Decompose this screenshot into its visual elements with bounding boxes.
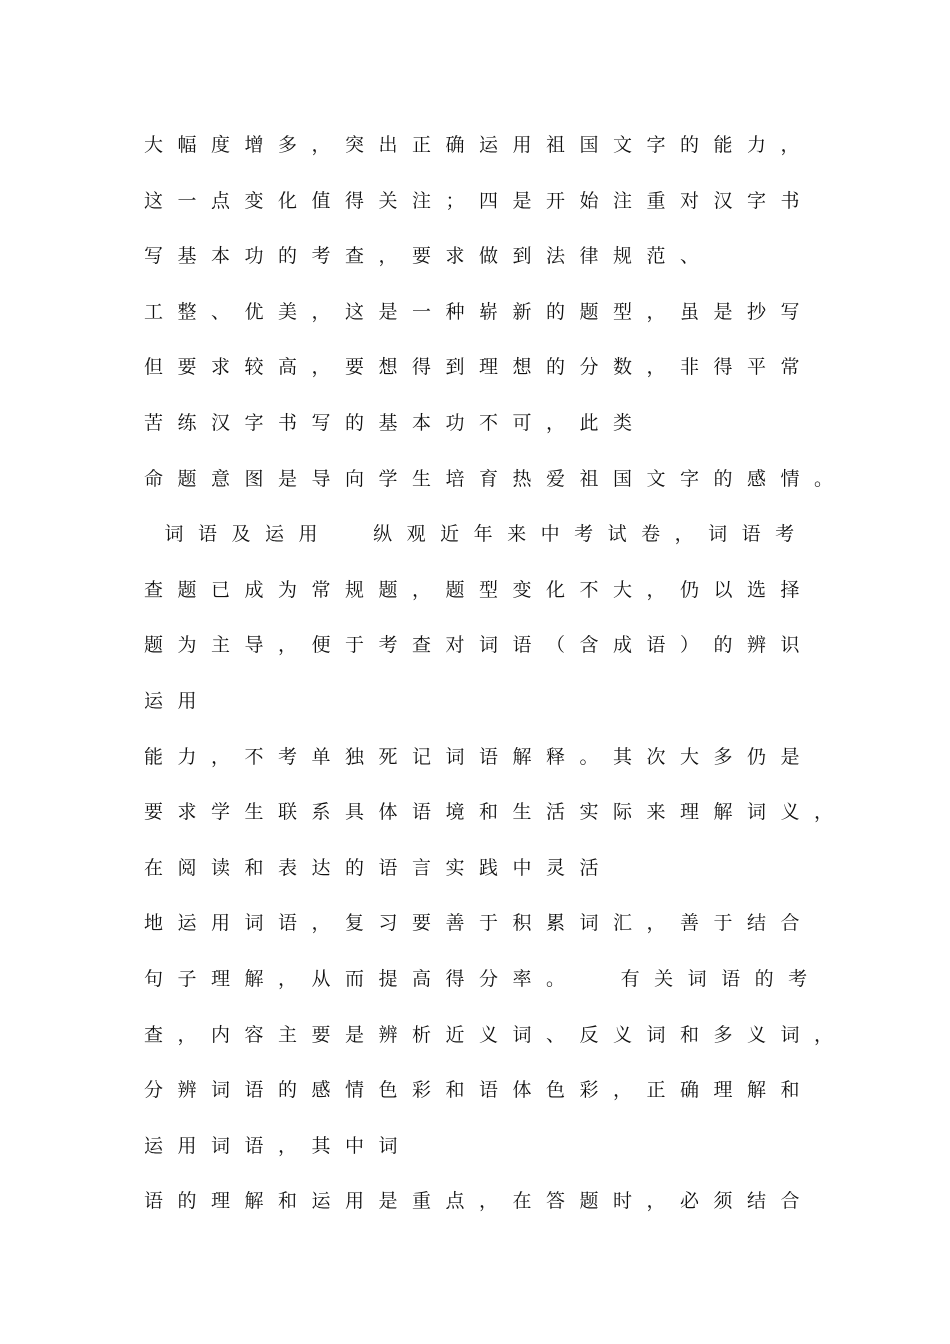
text-line: 大幅度增多，突出正确运用祖国文字的能力， (144, 134, 815, 156)
text-line: 苦练汉字书写的基本功不可，此类 (144, 411, 647, 434)
text-line: 运用词语，其中词 (144, 1134, 413, 1157)
text-line: 命题意图是导向学生培育热爱祖国文字的感情。 (144, 467, 848, 490)
text-line: 在阅读和表达的语言实践中灵活 (144, 856, 614, 879)
text-line: 能力，不考单独死记词语解释。其次大多仍是 (144, 745, 815, 768)
text-line: 这一点变化值得关注；四是开始注重对汉字书 (144, 189, 815, 212)
text-line: 查，内容主要是辨析近义词、反义词和多义词， (144, 1023, 848, 1046)
body-text (144, 128, 848, 1240)
text-line: 句子理解，从而提高得分率。 有关词语的考 (144, 967, 822, 990)
text-line: 词语及运用 纵观近年来中考试卷，词语考 (144, 523, 809, 546)
text-line: 题为主导，便于考查对词语（含成语）的辨识 (144, 634, 815, 657)
text-line: 地运用词语，复习要善于积累词汇，善于结合 (144, 912, 815, 935)
text-line: 查题已成为常规题，题型变化不大，仍以选择 (144, 578, 815, 601)
text-line: 运用 (144, 689, 212, 712)
text-line: 但要求较高，要想得到理想的分数，非得平常 (144, 356, 815, 379)
text-line: 写基本功的考查，要求做到法律规范、 (144, 245, 714, 268)
text-line: 工整、优美，这是一种崭新的题型，虽是抄写 (144, 300, 815, 323)
text-line: 要求学生联系具体语境和生活实际来理解词义， (144, 801, 848, 824)
text-line: 语的理解和运用是重点，在答题时，必须结合 (144, 1190, 815, 1213)
text-line: 分辨词语的感情色彩和语体色彩，正确理解和 (144, 1079, 815, 1102)
